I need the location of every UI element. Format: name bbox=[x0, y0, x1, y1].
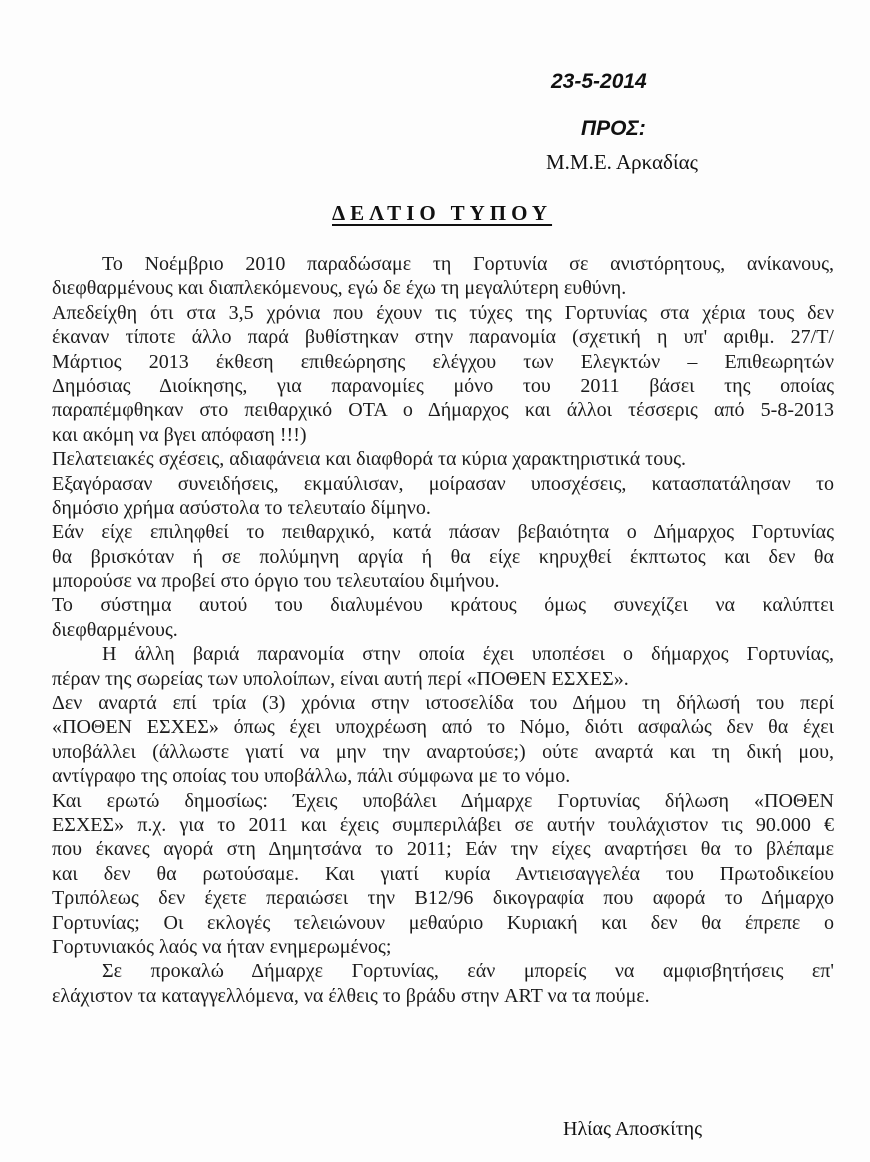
body-line: Σε προκαλώ Δήμαρχε Γορτυνίας, εάν μπορείς να αμφισβητήσεις επ' bbox=[102, 960, 834, 983]
body-line: και δεν θα ρωτούσαμε. Και γιατί κυρία Αντιεισαγγελέα του Πρωτοδικείου bbox=[52, 862, 834, 885]
body-line: αντίγραφο της οποίας του υποβάλλω, πάλι σύμφωνα με το νόμο. bbox=[52, 765, 571, 788]
body-line: θα βρισκόταν ή σε πολύμηνη αργία ή θα είχε κηρυχθεί έκπτωτος και δεν θα bbox=[52, 545, 834, 568]
body-line: ελάχιστον τα καταγγελλόμενα, να έλθεις το βράδυ στην ART να τα πούμε. bbox=[52, 984, 650, 1007]
body-line: Η άλλη βαριά παρανομία στην οποία έχει υποπέσει ο δήμαρχος Γορτυνίας, bbox=[102, 643, 834, 666]
body-line: έκαναν τίποτε άλλο παρά βυθίστηκαν στην παρανομία (σχετική η υπ' αριθμ. 27/Τ/ bbox=[52, 326, 834, 349]
document-date: 23-5-2014 bbox=[551, 70, 647, 93]
body-line: Απεδείχθη ότι στα 3,5 χρόνια που έχουν τις τύχες της Γορτυνίας στα χέρια τους δεν bbox=[52, 301, 834, 324]
body-line: Το σύστημα αυτού του διαλυμένου κράτους όμως συνεχίζει να καλύπτει bbox=[52, 594, 834, 617]
signature: Ηλίας Αποσκίτης bbox=[563, 1118, 703, 1140]
body-line: δημόσιο χρήμα ασύστολα το τελευταίο δίμηνο. bbox=[52, 496, 431, 519]
recipient-label: ΠΡΟΣ: bbox=[581, 117, 646, 140]
body-text bbox=[52, 252, 834, 1008]
body-line: διεφθαρμένους. bbox=[52, 618, 178, 641]
body-line: ΕΣΧΕΣ» π.χ. για το 2011 και έχεις συμπεριλάβει σε αυτήν τουλάχιστον τις 90.000 € bbox=[52, 813, 834, 836]
body-line: Εάν είχε επιληφθεί το πειθαρχικό, κατά πάσαν βεβαιότητα ο Δήμαρχος Γορτυνίας bbox=[52, 521, 834, 544]
body-line: Το Νοέμβριο 2010 παραδώσαμε τη Γορτυνία σε ανιστόρητους, ανίκανους, bbox=[102, 253, 834, 275]
body-line: παραπέμφθηκαν στο πειθαρχικό ΟΤΑ ο Δήμαρχος και άλλοι τέσσερις από 5-8-2013 bbox=[52, 399, 834, 422]
body-line: Δημόσιας Διοίκησης, για παρανομίες μόνο του 2011 βάσει της οποίας bbox=[52, 374, 834, 397]
document-title: ΔΕΛΤΙΟ ΤΥΠΟΥ bbox=[332, 201, 553, 225]
body-line: Γορτυνιακός λαός να ήταν ενημερωμένος; bbox=[52, 935, 392, 958]
body-line: Τριπόλεως δεν έχετε περαιώσει την Β12/96 δικογραφία που αφορά το Δήμαρχο bbox=[52, 887, 834, 910]
body-line: και ακόμη να βγει απόφαση !!!) bbox=[52, 423, 307, 446]
body-line: διεφθαρμένους και διαπλεκόμενους, εγώ δε έχω τη μεγαλύτερη ευθύνη. bbox=[52, 277, 627, 300]
body-line: που έκανες αγορά στη Δημητσάνα το 2011; Εάν την είχες αναρτήσει θα το βλέπαμε bbox=[52, 838, 834, 861]
body-line: Πελατειακές σχέσεις, αδιαφάνεια και διαφθορά τα κύρια χαρακτηριστικά τους. bbox=[52, 448, 687, 471]
body-line: «ΠΟΘΕΝ ΕΣΧΕΣ» όπως έχει υποχρέωση από το Νόμο, διότι ασφαλώς δεν θα έχει bbox=[52, 716, 834, 739]
recipient-name: Μ.Μ.Ε. Αρκαδίας bbox=[546, 150, 698, 174]
body-line: πέραν της σωρείας των υπολοίπων, είναι αυτή περί «ΠΟΘΕΝ ΕΣΧΕΣ». bbox=[52, 667, 629, 690]
body-line: Δεν αναρτά επί τρία (3) χρόνια στην ιστοσελίδα του Δήμου τη δήλωσή του περί bbox=[52, 692, 834, 715]
body-line: Και ερωτώ δημοσίως: Έχεις υποβάλει Δήμαρχε Γορτυνίας δήλωση «ΠΟΘΕΝ bbox=[52, 789, 834, 812]
body-line: Γορτυνίας; Οι εκλογές τελειώνουν μεθαύριο Κυριακή και δεν θα έπρεπε ο bbox=[52, 911, 834, 934]
body-line: Μάρτιος 2013 έκθεση επιθεώρησης ελέγχου των Ελεγκτών – Επιθεωρητών bbox=[52, 350, 834, 373]
body-line: Εξαγόρασαν συνειδήσεις, εκμαύλισαν, μοίρασαν υποσχέσεις, κατασπατάλησαν το bbox=[52, 472, 834, 495]
body-line: μπορούσε να προβεί στο όργιο του τελευταίου διμήνου. bbox=[52, 570, 500, 593]
body-line: υποβάλλει (άλλωστε γιατί να μην την αναρτούσε;) ούτε αναρτά και τη δική μου, bbox=[52, 740, 834, 763]
